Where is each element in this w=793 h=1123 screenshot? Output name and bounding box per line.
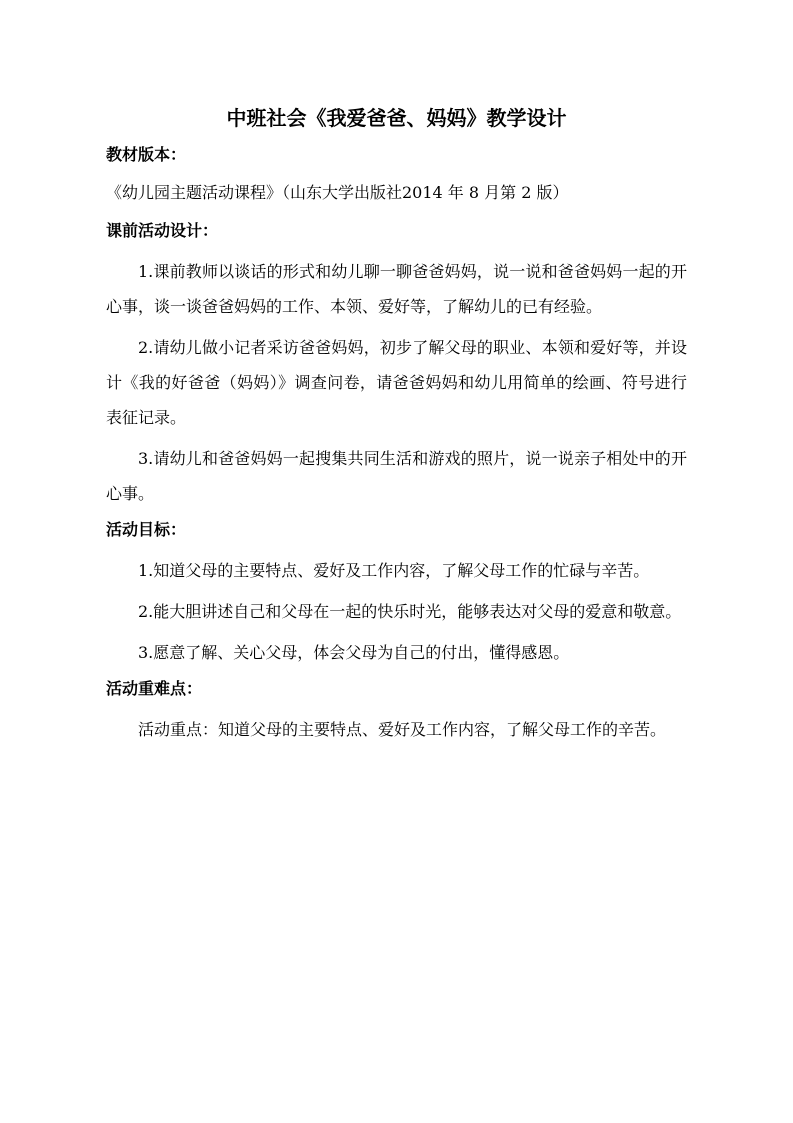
- section-heading: 活动重难点：: [106, 679, 203, 698]
- section-heading: 活动目标：: [106, 520, 187, 539]
- section-textbook-version: [106, 142, 687, 208]
- section-key-points: [106, 676, 687, 747]
- textbook-source: 《幼儿园主题活动课程》（山东大学出版社2014 年 8 月第 2 版）: [106, 183, 569, 202]
- section-activity-goals: [106, 517, 687, 670]
- section-heading: 教材版本：: [106, 145, 187, 164]
- paragraph: 1.知道父母的主要特点、爱好及工作内容，了解父母工作的忙碌与辛苦。: [138, 561, 650, 580]
- paragraph: 活动重点：知道父母的主要特点、爱好及工作内容，了解父母工作的辛苦。: [138, 720, 667, 739]
- paragraph: 2.能大胆讲述自己和父母在一起的快乐时光，能够表达对父母的爱意和敬意。: [138, 602, 682, 621]
- paragraph: 3.愿意了解、关心父母，体会父母为自己的付出，懂得感恩。: [138, 643, 570, 662]
- section-pre-class-design: [106, 218, 687, 511]
- document-title: 中班社会《我爱爸爸、妈妈》教学设计: [226, 106, 567, 130]
- paragraph: 1.课前教师以谈话的形式和幼儿聊一聊爸爸妈妈，说一说和爸爸妈妈一起的开心事，谈一谈爸爸妈妈的工作、本领、爱好等，了解幼儿的已有经验。: [106, 262, 687, 316]
- paragraph: 2.请幼儿做小记者采访爸爸妈妈，初步了解父母的职业、本领和爱好等，并设计《我的好爸爸（妈妈）》调查问卷，请爸爸妈妈和幼儿用简单的绘画、符号进行表征记录。: [106, 338, 687, 427]
- section-heading: 课前活动设计：: [106, 221, 219, 240]
- paragraph: 3.请幼儿和爸爸妈妈一起搜集共同生活和游戏的照片，说一说亲子相处中的开心事。: [106, 449, 687, 503]
